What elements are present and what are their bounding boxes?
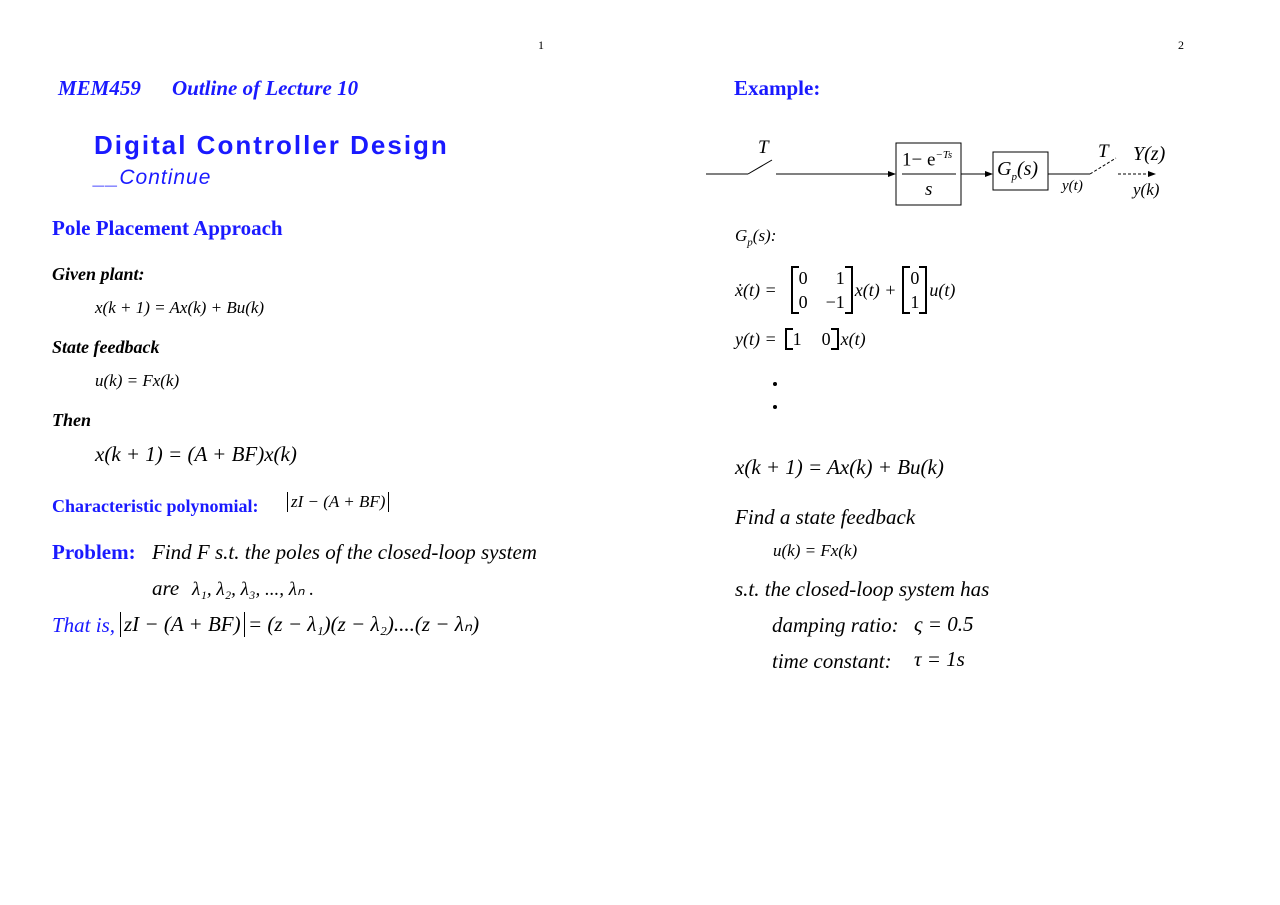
feedback-equation: u(k) = Fx(k)	[95, 371, 180, 390]
ellipsis-dot	[773, 382, 777, 386]
gp-subscript: p	[747, 236, 753, 249]
problem-label: Problem:	[52, 540, 136, 564]
sampled-output-label: y(k)	[1133, 180, 1160, 199]
continuous-output-label: y(t)	[1062, 178, 1083, 194]
a-matrix-cell: 0	[798, 292, 808, 312]
example-label: Example:	[734, 76, 821, 100]
a-matrix-cell: 1	[835, 268, 845, 288]
sampler-period-label-1: T	[758, 137, 769, 158]
arrow-to-plant	[985, 171, 993, 177]
problem-statement: Find F s.t. the poles of the closed-loop system	[152, 540, 537, 564]
that-is-rhs: = (z − λ₁)(z − λ₂)....(z − λₙ)	[248, 612, 480, 636]
page-title: Digital Controller Design	[94, 130, 449, 160]
plant-argument: (s)	[1016, 158, 1039, 180]
that-is-lhs: zI − (A + BF)	[120, 612, 245, 637]
sampler-switch-1	[748, 160, 772, 174]
ellipsis-dot	[773, 405, 777, 409]
gp-letter: G	[735, 226, 748, 245]
page-subtitle: __Continue	[94, 166, 212, 189]
discrete-state-equation: x(k + 1) = Ax(k) + Bu(k)	[735, 455, 944, 479]
then-label: Then	[52, 410, 92, 430]
example-feedback-equation: u(k) = Fx(k)	[773, 541, 858, 560]
state-equation-lhs: ẋ(t) =	[735, 279, 777, 300]
plant-transfer-label	[997, 158, 1038, 183]
lecture-outline-title: Outline of Lecture 10	[172, 76, 359, 100]
section-heading: Pole Placement Approach	[52, 216, 283, 240]
zoh-numerator-text: 1− e	[902, 149, 936, 171]
b-matrix-cell: 1	[910, 292, 920, 312]
find-feedback-text: Find a state feedback	[735, 505, 916, 529]
given-plant-label: Given plant:	[52, 264, 145, 284]
zoh-numerator	[902, 149, 952, 171]
problem-are: are	[152, 576, 180, 600]
page-number-left: 1	[538, 38, 544, 52]
closed-loop-equation: x(k + 1) = (A + BF)x(k)	[95, 442, 297, 466]
course-code: MEM459	[58, 76, 141, 100]
plant-equation: x(k + 1) = Ax(k) + Bu(k)	[95, 298, 265, 317]
state-feedback-label: State feedback	[52, 337, 160, 357]
b-matrix-cell: 0	[910, 268, 920, 288]
time-constant-value: τ = 1s	[914, 647, 965, 671]
zoh-exponent: −Ts	[935, 149, 953, 161]
characteristic-polynomial-label: Characteristic polynomial:	[52, 496, 259, 516]
plant-label	[735, 226, 776, 248]
damping-ratio-label: damping ratio:	[772, 613, 899, 637]
damping-ratio-value: ς = 0.5	[914, 612, 974, 636]
zoh-denominator: s	[925, 179, 933, 200]
c-matrix-cell: 0	[821, 329, 831, 349]
gp-rest: (s):	[752, 226, 777, 245]
c-matrix-cell: 1	[792, 329, 802, 349]
that-is-label: That is,	[52, 613, 116, 637]
arrow-to-zoh	[888, 171, 896, 177]
c-matrix	[785, 328, 839, 350]
output-equation	[735, 328, 866, 350]
state-equation	[735, 266, 955, 314]
state-equation-mid: x(t) +	[854, 279, 897, 300]
plant-subscript: p	[1011, 171, 1017, 183]
time-constant-label: time constant:	[772, 649, 892, 673]
plant-letter: G	[997, 158, 1012, 180]
output-equation-end: x(t)	[840, 328, 866, 349]
a-matrix-cell: −1	[825, 292, 845, 312]
characteristic-polynomial-expression: zI − (A + BF)	[287, 492, 389, 512]
arrow-output	[1148, 171, 1156, 177]
state-equation-end: u(t)	[929, 279, 956, 300]
sampler-period-label-2: T	[1098, 141, 1109, 162]
output-equation-lhs: y(t) =	[735, 328, 777, 349]
a-matrix-cell: 0	[798, 268, 808, 288]
a-matrix	[791, 266, 853, 314]
page-number-right: 2	[1178, 38, 1184, 52]
z-output-label: Y(z)	[1133, 143, 1166, 165]
closed-loop-requirement-text: s.t. the closed-loop system has	[735, 577, 990, 601]
problem-poles: λ₁, λ₂, λ₃, ..., λₙ .	[192, 579, 315, 600]
b-matrix	[902, 266, 927, 314]
